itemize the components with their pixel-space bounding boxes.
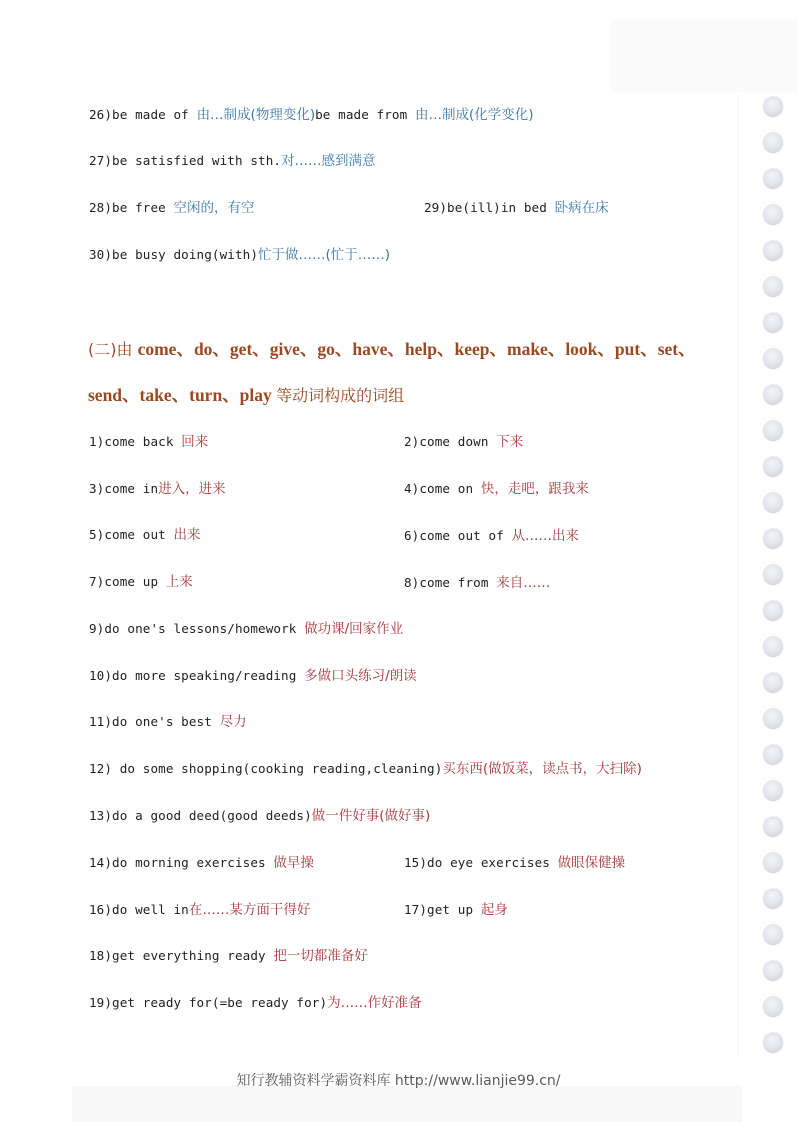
ring-hole-icon — [763, 1032, 783, 1052]
phrase-chinese: 从……出来 — [511, 528, 580, 544]
phrase-item-19 — [89, 993, 422, 1013]
phrase-chinese: 做功课/回家作业 — [304, 621, 404, 637]
ring-hole-icon — [763, 636, 783, 656]
phrase-number: 2) — [404, 434, 420, 449]
phrase-number: 1) — [89, 434, 105, 449]
phrase-item-28 — [89, 198, 255, 218]
phrase-chinese: 下来 — [496, 434, 524, 450]
phrase-english: be made of — [112, 107, 197, 122]
phrase-number: 4) — [404, 481, 420, 496]
phrase-chinese: 尽力 — [219, 714, 247, 730]
phrase-english: get up — [427, 902, 481, 917]
phrase-english: be busy doing(with) — [112, 247, 259, 262]
phrase-item-15 — [404, 853, 625, 873]
phrase-item-13 — [89, 806, 430, 826]
ring-hole-icon — [763, 600, 783, 620]
ring-hole-icon — [763, 924, 783, 944]
phrase-number: 11) — [89, 714, 113, 729]
phrase-number: 16) — [89, 902, 113, 917]
phrase-english: be free — [112, 200, 174, 215]
scan-shade-bottom — [72, 1086, 742, 1122]
phrase-english: come in — [104, 481, 159, 496]
phrase-item-11 — [89, 712, 247, 732]
phrase-english: come out of — [419, 528, 512, 543]
phrase-number: 29) — [424, 200, 448, 215]
phrase-english: get everything ready — [112, 948, 274, 963]
ring-hole-icon — [763, 132, 783, 152]
phrase-item-27 — [89, 151, 376, 171]
phrase-item-18 — [89, 946, 368, 966]
phrase-english: do one's best — [112, 714, 220, 729]
phrase-item-29 — [424, 198, 609, 218]
ring-hole-icon — [763, 960, 783, 980]
ring-hole-icon — [763, 780, 783, 800]
ring-hole-icon — [763, 744, 783, 764]
phrase-chinese: 在……某方面干得好 — [188, 902, 311, 918]
phrase-number: 30) — [89, 247, 113, 262]
phrase-item-30 — [89, 245, 390, 265]
phrase-number: 5) — [89, 527, 105, 542]
section-heading-line-1 — [88, 337, 696, 362]
phrase-item-8 — [404, 573, 550, 593]
ring-hole-icon — [763, 276, 783, 296]
phrase-chinese: 做一件好事(做好事) — [311, 808, 431, 824]
phrase-chinese: 上来 — [165, 574, 193, 590]
phrase-number: 6) — [404, 528, 420, 543]
ring-hole-icon — [763, 204, 783, 224]
ring-hole-icon — [763, 888, 783, 908]
phrase-item-9 — [89, 619, 403, 639]
phrase-chinese: 空闲的，有空 — [173, 200, 255, 216]
phrase-item-3 — [89, 479, 226, 499]
phrase-english: be(ill)in bed — [447, 200, 555, 215]
phrase-number: 27) — [89, 153, 113, 168]
phrase-chinese: 出来 — [173, 527, 201, 543]
phrase-number: 10) — [89, 668, 113, 683]
phrase-number: 7) — [89, 574, 105, 589]
phrase-item-12 — [89, 759, 642, 779]
phrase-chinese: 起身 — [480, 902, 508, 918]
phrase-number: 17) — [404, 902, 428, 917]
ring-hole-icon — [763, 96, 783, 116]
phrase-item-5 — [89, 525, 201, 545]
phrase-number: 8) — [404, 575, 420, 590]
ring-hole-icon — [763, 852, 783, 872]
phrase-english: do more speaking/reading — [112, 668, 305, 683]
phrase-number: 18) — [89, 948, 113, 963]
phrase-english: come back — [104, 434, 182, 449]
ring-hole-icon — [763, 168, 783, 188]
phrase-chinese: 来自…… — [496, 575, 551, 591]
ring-hole-icon — [763, 564, 783, 584]
phrase-chinese: 卧病在床 — [554, 200, 609, 216]
phrase-chinese: 忙于做……(忙于……) — [258, 247, 391, 263]
footer-watermark: 知行教辅资料学霸资料库 http://www.lianjie99.cn/ — [236, 1073, 561, 1089]
phrase-english: be satisfied with sth. — [112, 153, 282, 168]
ring-hole-icon — [763, 672, 783, 692]
phrase-number: 14) — [89, 855, 113, 870]
phrase-chinese: 为……作好准备 — [327, 995, 422, 1011]
phrase-english: come on — [419, 481, 481, 496]
phrase-english: do some shopping(cooking reading,cleaning) — [112, 761, 443, 776]
ring-hole-icon — [763, 456, 783, 476]
ring-hole-icon — [763, 996, 783, 1016]
phrase-chinese: 由…制成(物理变化) — [196, 107, 316, 123]
phrase-number: 12) — [89, 761, 113, 776]
scan-shade-top — [610, 20, 797, 92]
phrase-english-2: be made from — [315, 107, 415, 122]
ring-hole-icon — [763, 348, 783, 368]
phrase-english: do a good deed(good deeds) — [112, 808, 312, 823]
phrase-chinese: 做早操 — [273, 855, 314, 871]
phrase-number: 3) — [89, 481, 105, 496]
phrase-number: 9) — [89, 621, 105, 636]
phrase-chinese: 进入，进来 — [158, 481, 226, 497]
phrase-english: do morning exercises — [112, 855, 274, 870]
phrase-english: come up — [104, 574, 166, 589]
ring-hole-icon — [763, 708, 783, 728]
phrase-number: 13) — [89, 808, 113, 823]
phrase-number: 26) — [89, 107, 113, 122]
phrase-item-14 — [89, 853, 314, 873]
phrase-english: do eye exercises — [427, 855, 558, 870]
heading-suffix: 等动词构成的词组 — [276, 386, 405, 405]
phrase-number: 15) — [404, 855, 428, 870]
phrase-chinese: 做眼保健操 — [557, 855, 626, 871]
phrase-item-2 — [404, 432, 523, 452]
heading-prefix: (二)由 — [88, 340, 138, 359]
phrase-item-16 — [89, 900, 310, 920]
phrase-english: get ready for(=be ready for) — [112, 995, 328, 1010]
ring-hole-icon — [763, 384, 783, 404]
phrase-english: do well in — [112, 902, 189, 917]
phrase-chinese-2: 由…制成(化学变化) — [414, 107, 534, 123]
phrase-item-7 — [89, 572, 193, 592]
phrase-item-10 — [89, 666, 417, 686]
heading-verbs-2: send、take、turn、play — [88, 385, 277, 405]
phrase-item-6 — [404, 526, 579, 546]
phrase-chinese: 对……感到满意 — [281, 153, 376, 169]
ring-hole-icon — [763, 528, 783, 548]
section-heading-line-2 — [88, 383, 404, 408]
phrase-english: do one's lessons/homework — [104, 621, 305, 636]
ring-hole-icon — [763, 492, 783, 512]
phrase-number: 28) — [89, 200, 113, 215]
phrase-number: 19) — [89, 995, 113, 1010]
phrase-chinese: 快，走吧，跟我来 — [480, 481, 589, 497]
phrase-english: come out — [104, 527, 174, 542]
ring-hole-icon — [763, 816, 783, 836]
phrase-item-26 — [89, 105, 534, 125]
ring-hole-icon — [763, 420, 783, 440]
phrase-english: come down — [419, 434, 497, 449]
heading-verbs: come、do、get、give、go、have、help、keep、make、look、put、set、 — [137, 339, 696, 359]
ring-hole-icon — [763, 312, 783, 332]
phrase-chinese: 把一切都准备好 — [273, 948, 368, 964]
ring-hole-icon — [763, 240, 783, 260]
phrase-chinese: 买东西(做饭菜，读点书，大扫除) — [442, 761, 642, 777]
phrase-english: come from — [419, 575, 497, 590]
phrase-item-4 — [404, 479, 589, 499]
page-edge — [738, 95, 739, 1055]
phrase-item-17 — [404, 900, 508, 920]
phrase-item-1 — [89, 432, 208, 452]
phrase-chinese: 回来 — [181, 434, 209, 450]
phrase-chinese: 多做口头练习/朗读 — [304, 668, 417, 684]
